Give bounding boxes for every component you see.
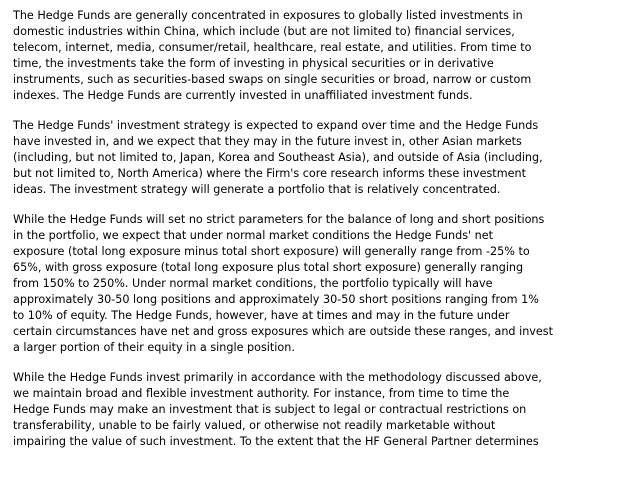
paragraph-exposure	[13, 212, 553, 356]
text-line: The Hedge Funds are generally concentrated in exposures to globally listed investments in	[13, 9, 523, 22]
text-line: 65%, with gross exposure (total long exposure plus total short exposure) generally ranging	[13, 261, 524, 274]
text-line: from 150% to 250%. Under normal market conditions, the portfolio typically will have	[13, 277, 493, 290]
text-line: While the Hedge Funds invest primarily in accordance with the methodology discussed above,	[13, 371, 542, 384]
paragraph-concentration	[13, 8, 553, 104]
text-line: (including, but not limited to, Japan, Korea and Southeast Asia), and outside of Asia (including,	[13, 151, 543, 164]
text-line: approximately 30-50 long positions and approximately 30-50 short positions ranging from 1%	[13, 293, 539, 306]
text-line: telecom, internet, media, consumer/retail, healthcare, real estate, and utilities. From time to	[13, 41, 532, 54]
text-line: instruments, such as securities-based swaps on single securities or broad, narrow or custom	[13, 73, 532, 86]
text-line: ideas. The investment strategy will generate a portfolio that is relatively concentrated.	[13, 183, 501, 196]
text-line: time, the investments take the form of investing in physical securities or in derivative	[13, 57, 494, 70]
text-line: certain circumstances have net and gross exposures which are outside these ranges, and invest	[13, 325, 554, 338]
document-body	[13, 8, 553, 464]
paragraph-strategy	[13, 118, 553, 198]
text-line: impairing the value of such investment. To the extent that the HF General Partner determines	[13, 435, 539, 448]
text-line: but not limited to, North America) where the Firm's core research informs these investment	[13, 167, 526, 180]
text-line: transferability, unable to be fairly valued, or otherwise not readily marketable without	[13, 419, 496, 432]
text-line: we maintain broad and flexible investment authority. For instance, from time to time the	[13, 387, 510, 400]
text-line: domestic industries within China, which include (but are not limited to) financial services,	[13, 25, 515, 38]
text-line: in the portfolio, we expect that under normal market conditions the Hedge Funds' net	[13, 229, 494, 242]
text-line: a larger portion of their equity in a single position.	[13, 341, 295, 354]
paragraph-flexibility	[13, 370, 553, 450]
text-line: indexes. The Hedge Funds are currently invested in unaffiliated investment funds.	[13, 89, 473, 102]
text-line: While the Hedge Funds will set no strict parameters for the balance of long and short positions	[13, 213, 545, 226]
text-line: The Hedge Funds' investment strategy is expected to expand over time and the Hedge Funds	[13, 119, 539, 132]
text-line: Hedge Funds may make an investment that is subject to legal or contractual restrictions on	[13, 403, 527, 416]
text-line: to 10% of equity. The Hedge Funds, however, have at times and may in the future under	[13, 309, 510, 322]
text-line: have invested in, and we expect that they may in the future invest in, other Asian markets	[13, 135, 522, 148]
text-line: exposure (total long exposure minus total short exposure) will generally range from -25% to	[13, 245, 530, 258]
